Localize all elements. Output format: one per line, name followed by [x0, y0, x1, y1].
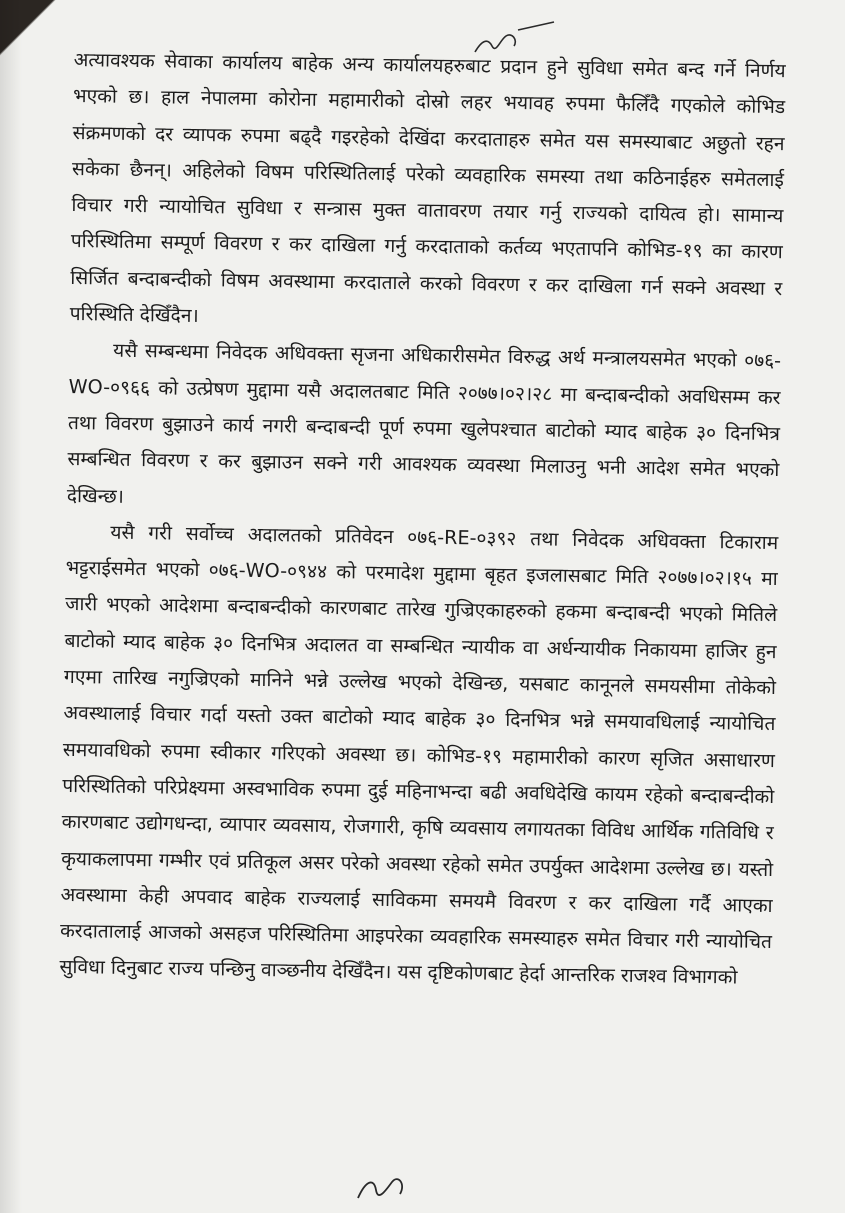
page-edge-shade: [0, 0, 22, 1213]
paragraph-2: यसै सम्बन्धमा निवेदक अधिवक्ता सृजना अधिकारीसमेत विरुद्ध अर्थ मन्त्रालयसमेत भएको ०७६-WO-०९६६ को उत्प्रेषण मुद्दामा यसै अदालतबाट मिति २०७७।०२।२८ मा बन्दाबन्दीको अवधिसम्म कर तथा विवरण बुझाउने कार्य नगरी बन्दाबन्दी पूर्ण रुपमा खुलेपश्चात बाटोको म्याद बाहेक ३० दिनभित्र सम्बन्धित विवरण र कर बुझाउन सक्ने गरी आवश्यक व्यवस्था मिलाउनु भनी आदेश समेत भएको देखिन्छ।: [66, 339, 782, 508]
document-body: [59, 42, 786, 997]
paragraph-3: यसै गरी सर्वोच्च अदालतको प्रतिवेदन ०७६-RE-०३९२ तथा निवेदक अधिवक्ता टिकाराम भट्टराईसमेत भएको ०७६-WO-०९४४ को परमादेश मुद्दामा बृहत इजलासबाट मिति २०७७।०२।१५ मा जारी भएको आदेशमा बन्दाबन्दीको कारणबाट तारेख गुज्रिएकाहरुको हकमा बन्दाबन्दी भएको मितिले बाटोको म्याद बाहेक ३० दिनभित्र अदालत वा सम्बन्धित न्यायीक वा अर्धन्यायीक निकायमा हाजिर हुन गएमा तारिख नगुज्रिएको मानिने भन्ने उल्लेख भएको देखिन्छ, यसबाट कानूनले समयसीमा तोकेको अवस्थालाई विचार गर्दा यस्तो उक्त बाटोको म्याद बाहेक ३० दिनभित्र भन्ने समयावधिलाई न्यायोचित समयावधिको रुपमा स्वीकार गरिएको अवस्था छ। कोभिड-१९ महामारीको कारण सृजित असाधारण परिस्थितिको परिप्रेक्ष्यमा अस्वभाविक रुपमा दुई महिनाभन्दा बढी अवधिदेखि कायम रहेको बन्दाबन्दीको कारणबाट उद्योगधन्दा, व्यापार व्यवसाय, रोजगारी, कृषि व्यवसाय लगायतका विविध आर्थिक गतिविधि र कृयाकलापमा गम्भीर एवं प्रतिकूल असर परेको अवस्था रहेको समेत उपर्युक्त आदेशमा उल्लेख छ। यस्तो अवस्थामा केही अपवाद बाहेक राज्यलाई साविकमा समयमै विवरण र कर दाखिला गर्दै आएका करदातालाई आजको असहज परिस्थितिमा आइपरेका व्यवहारिक समस्याहरु समेत विचार गरी न्यायोचित सुविधा दिनुबाट राज्य पन्छिनु वाञ्छनीय देखिँदैन। यस दृष्टिकोणबाट हेर्दा आन्तरिक राजश्व विभागको: [59, 520, 779, 989]
handwritten-initial-bottom: [352, 1168, 422, 1208]
paragraph-1: अत्यावश्यक सेवाका कार्यालय बाहेक अन्य कार्यालयहरुबाट प्रदान हुने सुविधा समेत बन्द गर्ने निर्णय भएको छ। हाल नेपालमा कोरोना महामारीको दोस्रो लहर भयावह रुपमा फैलिँदै गएकोले कोभिड संक्रमणको दर व्यापक रुपमा बढ्दै गइरहेको देखिंदा करदाताहरु समेत यस समस्याबाट अछुतो रहन सकेका छैनन्। अहिलेको विषम परिस्थितिलाई परेको व्यवहारिक समस्या तथा कठिनाईहरु समेतलाई विचार गरी न्यायोचित सुविधा र सन्त्रास मुक्त वातावरण तयार गर्नु राज्यको दायित्व हो। सामान्य परिस्थितिमा सम्पूर्ण विवरण र कर दाखिला गर्नु करदाताको कर्तव्य भएतापनि कोभिड-१९ का कारण सिर्जित बन्दाबन्दीको विषम अवस्थामा करदाताले करको विवरण र कर दाखिला गर्न सक्ने अवस्था र परिस्थिति देखिँदैन।: [69, 47, 786, 328]
